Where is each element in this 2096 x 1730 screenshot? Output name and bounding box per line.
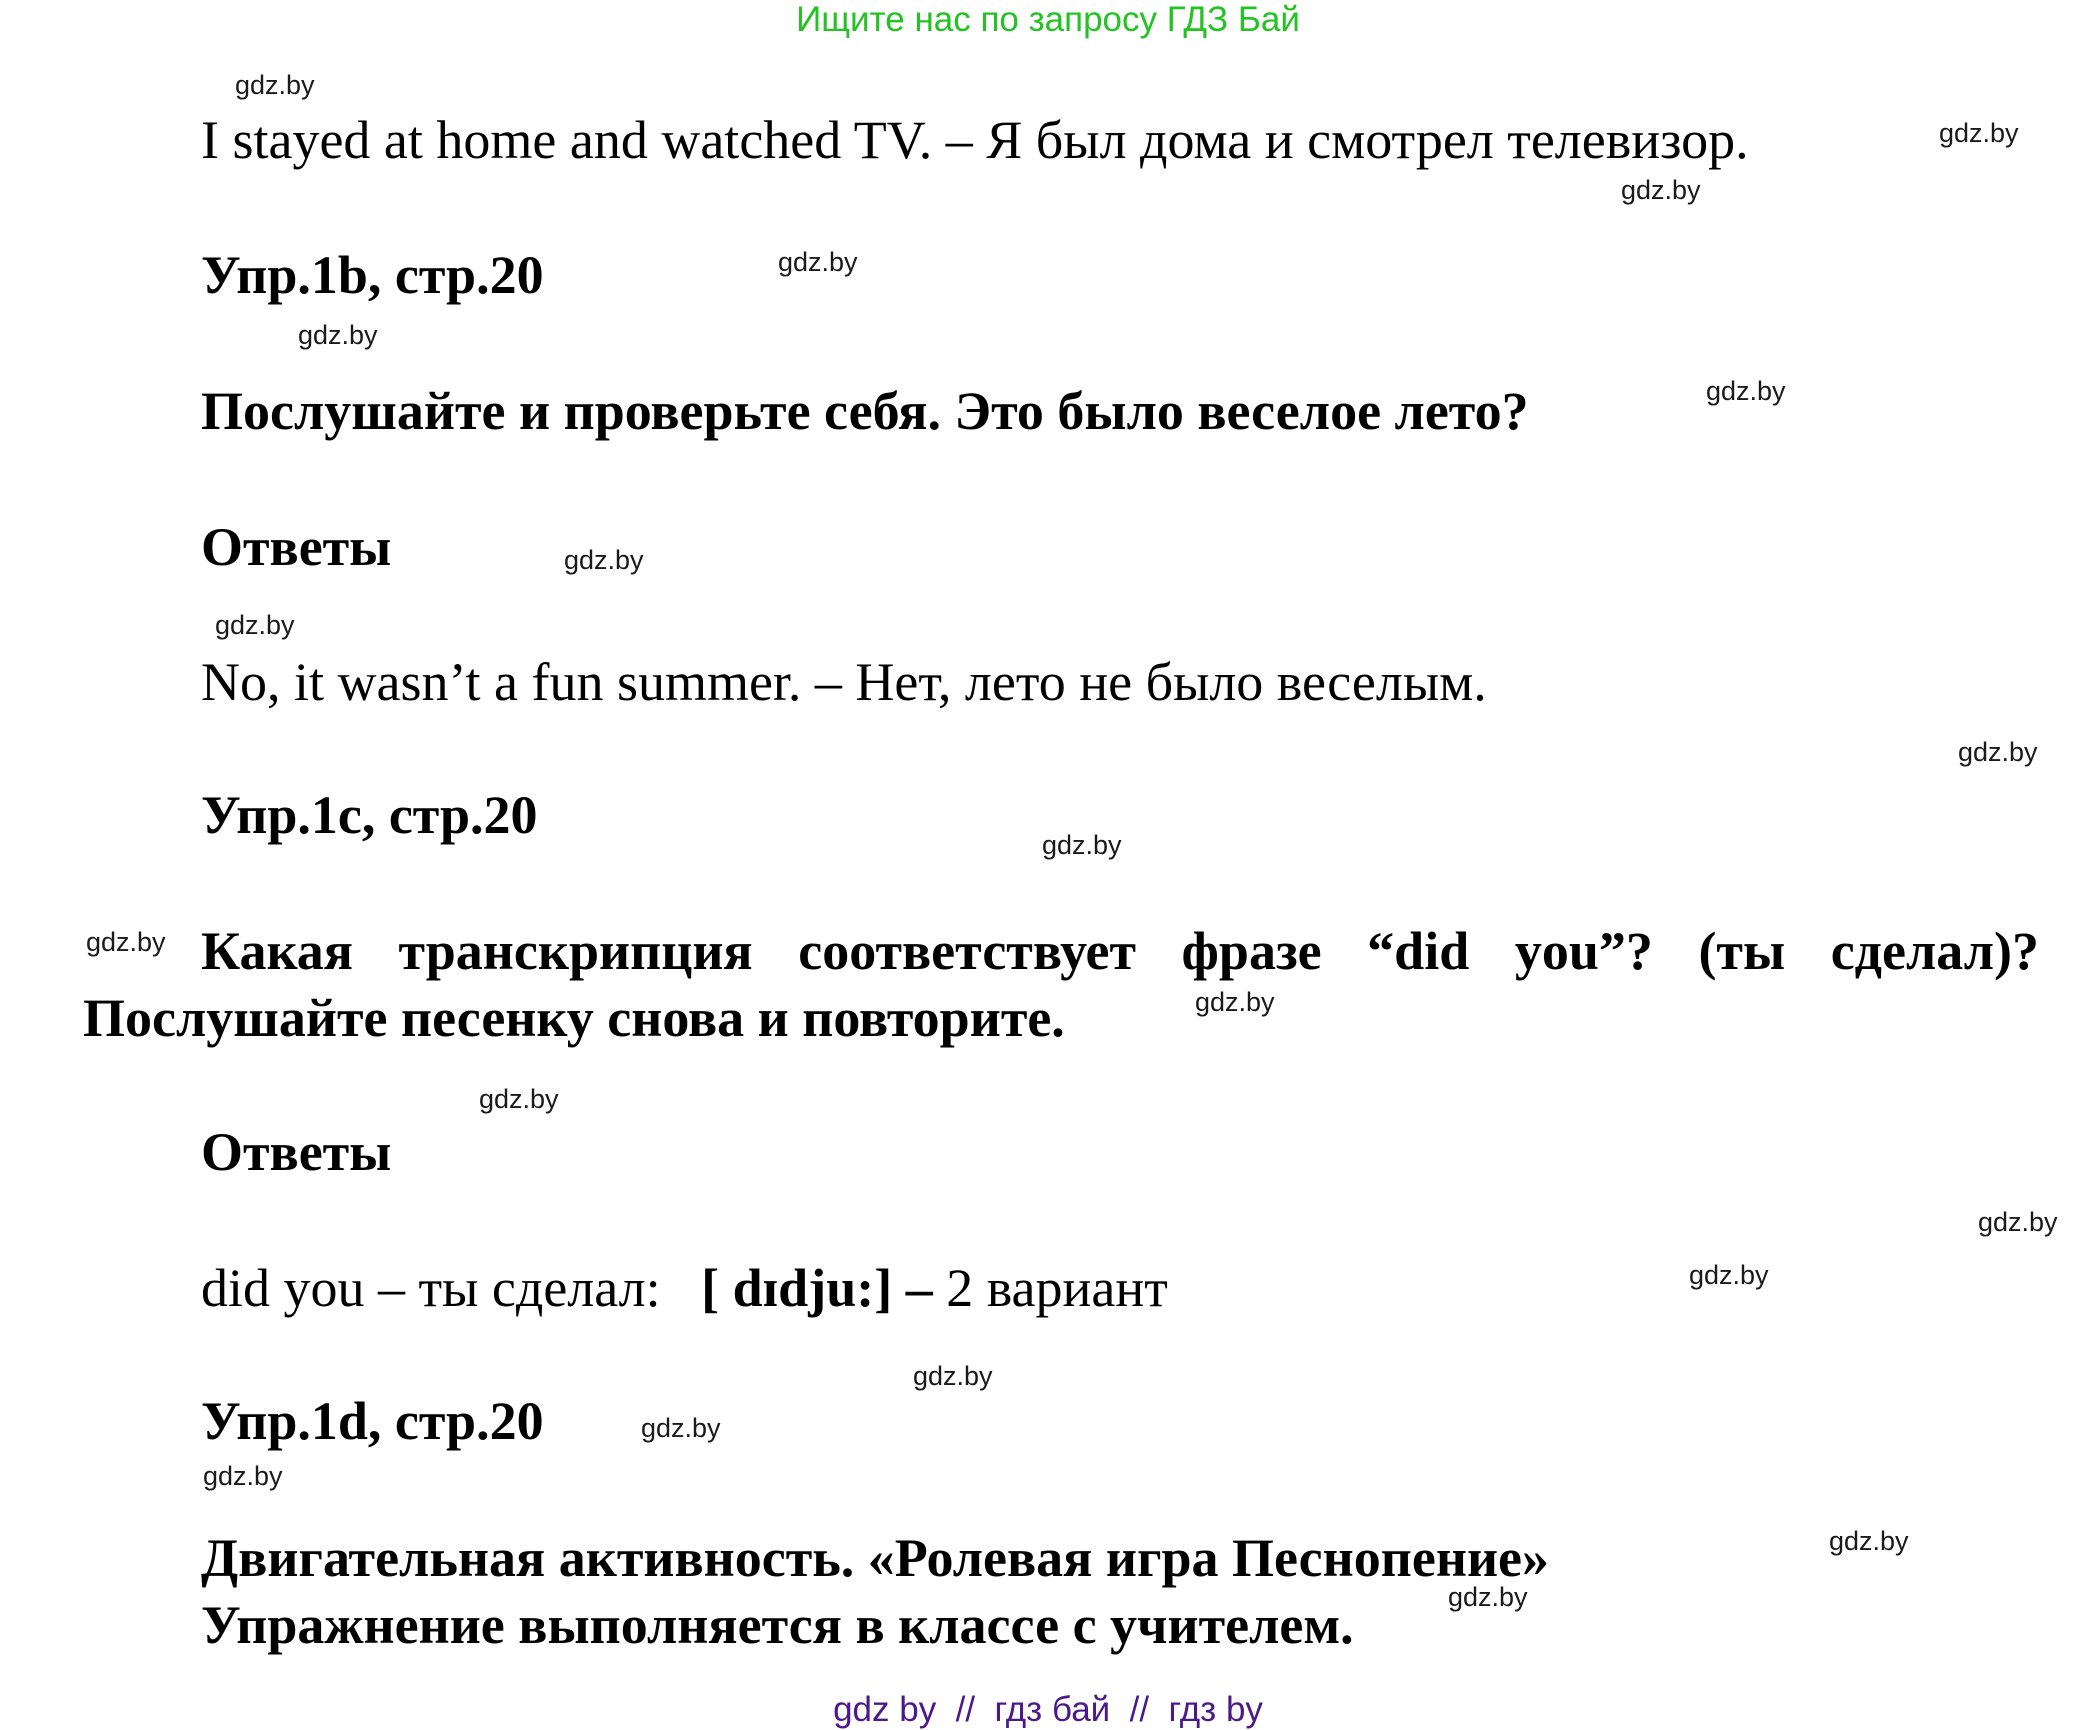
exercise-1b-answers-heading: Ответы [201, 517, 392, 577]
watermark: gdz.by [1042, 830, 1122, 860]
watermark: gdz.by [203, 1461, 283, 1491]
watermark: gdz.by [86, 927, 166, 957]
watermark: gdz.by [1978, 1207, 2058, 1237]
watermark: gdz.by [564, 545, 644, 575]
answer-transcription: [ dɪdju:] – [701, 1258, 933, 1318]
watermark: gdz.by [778, 247, 858, 277]
watermark: gdz.by [913, 1361, 993, 1391]
watermark: gdz.by [1195, 987, 1275, 1017]
exercise-1d-task-line2: Упражнение выполняется в классе с учителем. [201, 1595, 1354, 1655]
watermark: gdz.by [1706, 376, 1786, 406]
exercise-1c-answers-heading: Ответы [201, 1122, 392, 1182]
watermark: gdz.by [1939, 118, 2019, 148]
watermark: gdz.by [641, 1413, 721, 1443]
watermark: gdz.by [298, 320, 378, 350]
watermark: gdz.by [215, 610, 295, 640]
exercise-1c-answer [201, 1256, 1168, 1320]
exercise-1d-task-line1: Двигательная активность. «Ролевая игра Песнопение» [201, 1528, 1550, 1588]
watermark: gdz.by [1448, 1582, 1528, 1612]
answer-suffix: 2 вариант [946, 1258, 1168, 1318]
exercise-1c-task-line1: Какая транскрипция соответствует фразе “did you”? (ты сделал)? [201, 921, 2039, 981]
exercise-1b-answer: No, it wasn’t a fun summer. – Нет, лето не было веселым. [201, 652, 1487, 712]
watermark: gdz.by [1621, 175, 1701, 205]
search-banner: Ищите нас по запросу ГДЗ Бай [796, 0, 1300, 39]
answer-line-previous: I stayed at home and watched TV. – Я был дома и смотрел телевизор. [201, 110, 1749, 170]
exercise-1b-task: Послушайте и проверьте себя. Это было веселое лето? [201, 381, 1529, 441]
answer-prefix: did you – ты сделал: [201, 1258, 661, 1318]
exercise-1c-task-line2: Послушайте песенку снова и повторите. [83, 988, 1065, 1048]
exercise-1c-heading: Упр.1c, стр.20 [201, 785, 538, 845]
exercise-1d-heading: Упр.1d, стр.20 [201, 1391, 544, 1451]
footer-links: gdz by // гдз бай // гдз by [833, 1690, 1263, 1729]
watermark: gdz.by [1689, 1260, 1769, 1290]
watermark: gdz.by [235, 70, 315, 100]
watermark: gdz.by [1958, 737, 2038, 767]
watermark: gdz.by [1829, 1526, 1909, 1556]
exercise-1b-heading: Упр.1b, стр.20 [201, 245, 544, 305]
watermark: gdz.by [479, 1084, 559, 1114]
